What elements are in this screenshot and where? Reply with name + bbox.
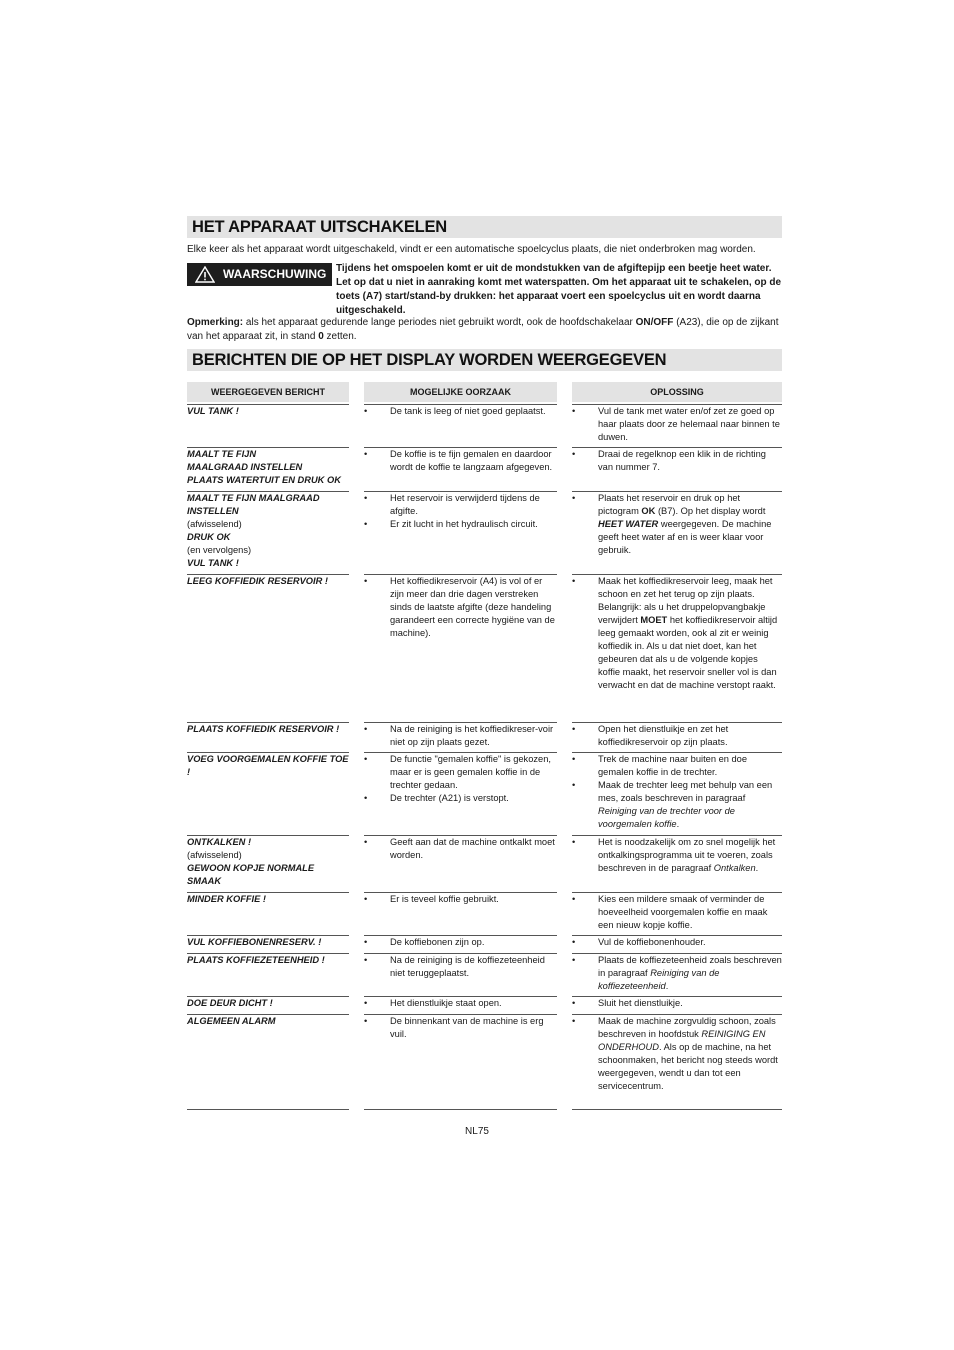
message-line: DRUK OK — [187, 532, 231, 542]
message-line: PLAATS KOFFIEDIK RESERVOIR ! — [187, 724, 340, 734]
solution-text: Ontkalken — [713, 863, 756, 873]
cause-cell — [364, 893, 555, 906]
solution-text: . Als op de machine, na het schoonmaken, het bericht nog steeds wordt weergegeven, wendt u dan tot een servicecentrum. — [598, 1042, 778, 1091]
cause-item: • De trechter (A21) is verstopt. — [364, 792, 555, 805]
solution-cell — [572, 448, 782, 474]
message-line: VUL KOFFIEBONENRESERV. ! — [187, 937, 322, 947]
solution-cell — [572, 723, 782, 749]
solution-text: Draai de regelknop een klik in de richting van nummer 7. — [598, 449, 766, 472]
message-line: ALGEMEEN ALARM — [187, 1016, 276, 1026]
solution-item — [572, 779, 782, 831]
cause-cell — [364, 1015, 555, 1041]
warning-triangle-icon — [195, 266, 215, 283]
solution-text: Maak de machine zorgvuldig schoon, zoals beschreven in hoofdstuk — [598, 1016, 776, 1039]
solution-text: Kies een mildere smaak of verminder de hoeveelheid voorgemalen koffie en maak een nieuw kopje koffie. — [598, 894, 768, 930]
cause-item: • Na de reiniging is de koffiezeteenheid niet teruggeplaatst. — [364, 954, 555, 980]
message-cell — [187, 723, 349, 736]
solution-text: Reiniging van de trechter voor de voorgemalen koffie — [598, 806, 735, 829]
message-cell — [187, 836, 349, 888]
message-line: PLAATS WATERTUIT EN DRUK OK — [187, 475, 341, 485]
intro-paragraph: Elke keer als het apparaat wordt uitgeschakeld, vindt er een automatische spoelcyclus plaats, die niet onderbroken mag worden. — [187, 244, 756, 255]
solution-cell — [572, 1015, 782, 1093]
solution-text: . — [665, 981, 669, 991]
message-line: GEWOON KOPJE NORMALE SMAAK — [187, 863, 315, 886]
message-cell — [187, 1015, 349, 1028]
warning-label: WAARSCHUWING — [223, 267, 327, 281]
solution-text: Het is noodzakelijk om zo snel mogelijk het ontkalkingsprogramma uit te voeren, zoals beschreven in de paragraaf — [598, 837, 776, 873]
section-title-uitschakelen: HET APPARAAT UITSCHAKELEN — [187, 216, 782, 238]
note-paragraph: Opmerking: als het apparaat gedurende lange periodes niet gebruikt wordt, ook de hoofdschakelaar ON/OFF (A23), die op de zijkant van het apparaat zit, in stand 0 zetten. — [187, 317, 779, 342]
solution-text: het koffiedikreservoir altijd leeg gemaakt worden, ook al zit er weinig koffiedik in. Als u dat niet doet, kan het gebeuren dat als u de volgende kopjes koffie maakt, het reservoir sneller vol is dan verwacht en dat de machine verstopt raakt. — [598, 615, 778, 690]
header-cause: MOGELIJKE OORZAAK — [364, 382, 557, 402]
solution-text: Plaats de koffiezeteenheid zoals beschreven in paragraaf — [598, 955, 782, 978]
row-divider — [364, 1109, 557, 1110]
solution-item — [572, 448, 782, 474]
cause-cell — [364, 936, 555, 949]
message-cell — [187, 492, 349, 570]
message-cell — [187, 753, 349, 779]
cause-item: • Na de reiniging is het koffiedikreser-voir niet op zijn plaats gezet. — [364, 723, 555, 749]
message-line: (afwisselend) — [187, 519, 242, 529]
message-cell — [187, 954, 349, 967]
cause-item: • De functie "gemalen koffie" is gekozen, maar er is geen gemalen koffie in de trechter gedaan. — [364, 753, 555, 792]
solution-text: weergegeven. De machine geeft heet water af en is weer klaar voor gebruik. — [598, 519, 772, 555]
cause-cell — [364, 836, 555, 862]
solution-text: Trek de machine naar buiten en doe gemalen koffie in de trechter. — [598, 754, 748, 777]
solution-item — [572, 405, 782, 444]
cause-item: • Geeft aan dat de machine ontkalkt moet worden. — [364, 836, 555, 862]
solution-text: Maak het koffiedikreservoir leeg, maak het schoon en zet het terug op zijn plaats. Belangrijk: als u het druppelopvangbakje verwijdert — [598, 576, 773, 625]
message-line: LEEG KOFFIEDIK RESERVOIR ! — [187, 576, 329, 586]
solution-text: (B7). Op het display wordt — [655, 506, 766, 516]
solution-item — [572, 575, 782, 692]
warning-badge — [187, 263, 332, 286]
row-divider — [187, 1109, 349, 1110]
solution-cell — [572, 492, 782, 557]
cause-cell — [364, 575, 555, 640]
solution-text: OK — [641, 506, 656, 516]
header-solution: OPLOSSING — [572, 382, 782, 402]
message-line: MAALGRAAD INSTELLEN — [187, 462, 303, 472]
message-line: PLAATS KOFFIEZETEENHEID ! — [187, 955, 325, 965]
solution-text: . — [755, 863, 759, 873]
cause-item: • De tank is leeg of niet goed geplaatst. — [364, 405, 555, 418]
solution-text: . — [676, 819, 680, 829]
message-line: MINDER KOFFIE ! — [187, 894, 267, 904]
cause-cell — [364, 753, 555, 805]
message-line: MAALT TE FIJN — [187, 449, 257, 459]
message-cell — [187, 448, 349, 487]
cause-item: • Er zit lucht in het hydraulisch circuit. — [364, 518, 555, 531]
solution-text: MOET — [640, 615, 668, 625]
solution-cell — [572, 997, 782, 1010]
message-line: VOEG VOORGEMALEN KOFFIE TOE ! — [187, 754, 349, 777]
message-cell — [187, 575, 349, 588]
solution-text: Reiniging van de koffiezeteenheid — [598, 968, 720, 991]
cause-cell — [364, 492, 555, 531]
cause-item: • Het koffiedikreservoir (A4) is vol of er zijn meer dan drie dagen verstreken sinds de laatste afgifte (deze handeling garandeert een correcte hygiëne van de machine). — [364, 575, 555, 640]
page-number: NL75 — [465, 1126, 489, 1137]
solution-text: Maak de trechter leeg met behulp van een mes, zoals beschreven in paragraaf — [598, 780, 773, 803]
message-line: VUL TANK ! — [187, 406, 239, 416]
message-cell — [187, 405, 349, 418]
cause-cell — [364, 954, 555, 980]
solution-text: Vul de koffiebonenhouder. — [598, 937, 706, 947]
solution-text: Plaats het reservoir en druk op het pictogram — [598, 493, 741, 516]
warning-text: Tijdens het omspoelen komt er uit de mondstukken van de afgiftepijp een beetje heet water. Let op dat u niet in aanraking komt met waterspatten. Om het apparaat uit te schakelen, op de toets (A7) start/stand-by drukken: het apparaat voert een spoelcyclus uit en wordt daarna uitgeschakeld. — [336, 263, 782, 316]
cause-item: • De binnenkant van de machine is erg vuil. — [364, 1015, 555, 1041]
message-cell — [187, 893, 349, 906]
cause-cell — [364, 405, 555, 418]
solution-cell — [572, 836, 782, 875]
note-label: Opmerking: — [187, 317, 244, 328]
message-line: (en vervolgens) — [187, 545, 252, 555]
row-divider — [572, 1109, 782, 1110]
solution-item — [572, 723, 782, 749]
section-title-berichten: BERICHTEN DIE OP HET DISPLAY WORDEN WEERGEGEVEN — [187, 349, 782, 371]
cause-item: • Het reservoir is verwijderd tijdens de afgifte. — [364, 492, 555, 518]
solution-cell — [572, 575, 782, 692]
solution-cell — [572, 405, 782, 444]
header-message: WEERGEGEVEN BERICHT — [187, 382, 349, 402]
solution-item — [572, 836, 782, 875]
solution-item — [572, 753, 782, 779]
solution-cell — [572, 753, 782, 831]
solution-text: HEET WATER — [598, 519, 659, 529]
message-line: MAALT TE FIJN MAALGRAAD INSTELLEN — [187, 493, 320, 516]
solution-item — [572, 954, 782, 993]
cause-cell — [364, 723, 555, 749]
cause-cell — [364, 448, 555, 474]
message-cell — [187, 936, 349, 949]
cause-item: • Het dienstluikje staat open. — [364, 997, 555, 1010]
solution-item — [572, 492, 782, 557]
cause-item: • Er is teveel koffie gebruikt. — [364, 893, 555, 906]
cause-cell — [364, 997, 555, 1010]
message-cell — [187, 997, 349, 1010]
solution-cell — [572, 936, 782, 949]
solution-item — [572, 1015, 782, 1093]
solution-text: Vul de tank met water en/of zet ze goed op haar plaats door ze helemaal naar binnen te duwen. — [598, 406, 780, 442]
solution-text: Sluit het dienstluikje. — [598, 998, 683, 1008]
cause-item: • De koffiebonen zijn op. — [364, 936, 555, 949]
message-line: ONTKALKEN ! — [187, 837, 252, 847]
solution-text: REINIGING EN ONDERHOUD — [598, 1029, 766, 1052]
solution-text: Open het dienstluikje en zet het koffiedikreservoir op zijn plaats. — [598, 724, 729, 747]
message-line: (afwisselend) — [187, 850, 242, 860]
solution-cell — [572, 954, 782, 993]
solution-cell — [572, 893, 782, 932]
message-line: DOE DEUR DICHT ! — [187, 998, 273, 1008]
cause-item: • De koffie is te fijn gemalen en daardoor wordt de koffie te langzaam afgegeven. — [364, 448, 555, 474]
solution-item — [572, 997, 782, 1010]
solution-item — [572, 936, 782, 949]
solution-item — [572, 893, 782, 932]
message-line: VUL TANK ! — [187, 558, 239, 568]
